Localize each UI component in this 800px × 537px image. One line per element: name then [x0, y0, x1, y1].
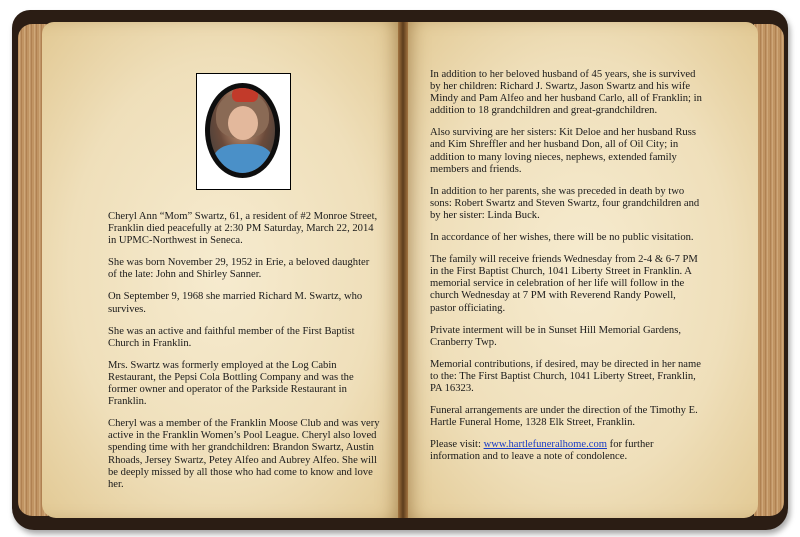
obituary-paragraph: Memorial contributions, if desired, may be directed in her name to the: The First Baptist Church, 1041 Liberty Street, Franklin, PA 16323. [430, 358, 701, 394]
left-page-text [108, 211, 380, 501]
obituary-paragraph: She was an active and faithful member of the First Baptist Church in Franklin. [108, 325, 355, 349]
obituary-paragraph: Cheryl was a member of the Franklin Moose Club and was very active in the Franklin Women’s Pool League. Cheryl also loved spending time with her grandchildren: Brandon Swartz, Austin Rhoads, Jersey Swartz, Petey Alfeo and Aubrey Alfeo. She will be deeply missed by all those who had come to know and love her. [108, 418, 380, 490]
obituary-paragraph: Cheryl Ann “Mom” Swartz, 61, a resident of #2 Monroe Street, Franklin died peacefully at 2:30 PM Saturday, March 22, 2014 in UPMC-Northwest in Seneca. [108, 211, 378, 247]
page-edges-right [754, 24, 784, 516]
closing-suffix: for further information and to leave a note of condolence. [430, 439, 654, 463]
obituary-paragraph: Also surviving are her sisters: Kit Deloe and her husband Russ and Kim Shreffler and her husband Don, all of Oil City; in addition to many loving nieces, nephews, extended family members and friends. [430, 127, 696, 175]
closing-prefix: Please visit: [430, 439, 484, 451]
obituary-paragraph: In accordance of her wishes, there will be no public visitation. [430, 232, 694, 244]
obituary-paragraph: Private interment will be in Sunset Hill Memorial Gardens, Cranberry Twp. [430, 324, 681, 348]
obituary-paragraph: The family will receive friends Wednesday from 2-4 & 6-7 PM in the First Baptist Church, 1041 Liberty Street in Franklin. A memorial service in celebration of her life will follow in the church Wednesday at 7 PM with Reverend Randy Powell, pastor officiating. [430, 254, 698, 314]
portrait-photo [196, 73, 291, 190]
portrait-oval-frame [205, 83, 280, 178]
obituary-paragraph: She was born November 29, 1952 in Erie, a beloved daughter of the late: John and Shirley Sanner. [108, 257, 370, 281]
obituary-paragraph: Funeral arrangements are under the direction of the Timothy E. Hartle Funeral Home, 1328 Elk Street, Franklin. [430, 405, 698, 429]
obituary-paragraph: In addition to her parents, she was preceded in death by two sons: Robert Swartz and Steven Swartz, four grandchildren and by her sister: Linda Buck. [430, 185, 700, 221]
closing-paragraph [430, 439, 704, 463]
obituary-paragraph: In addition to her beloved husband of 45 years, she is survived by her children: Richard J. Swartz, Jason Swartz and his wife Mindy and Pam Alfeo and her husband Carlo, all of Franklin; in addition to 18 grandchildren and great-grandchildren. [430, 69, 702, 117]
obituary-paragraph: On September 9, 1968 she married Richard M. Swartz, who survives. [108, 291, 363, 315]
right-page-text [430, 69, 704, 473]
obituary-paragraph: Mrs. Swartz was formerly employed at the Log Cabin Restaurant, the Pepsi Cola Bottling Company and was the former owner and operator of the Parkside Restaurant in Franklin. [108, 359, 354, 408]
portrait-image [210, 88, 275, 173]
funeral-home-link[interactable]: www.hartlefuneralhome.com [483, 439, 608, 451]
book-spine [398, 22, 408, 518]
